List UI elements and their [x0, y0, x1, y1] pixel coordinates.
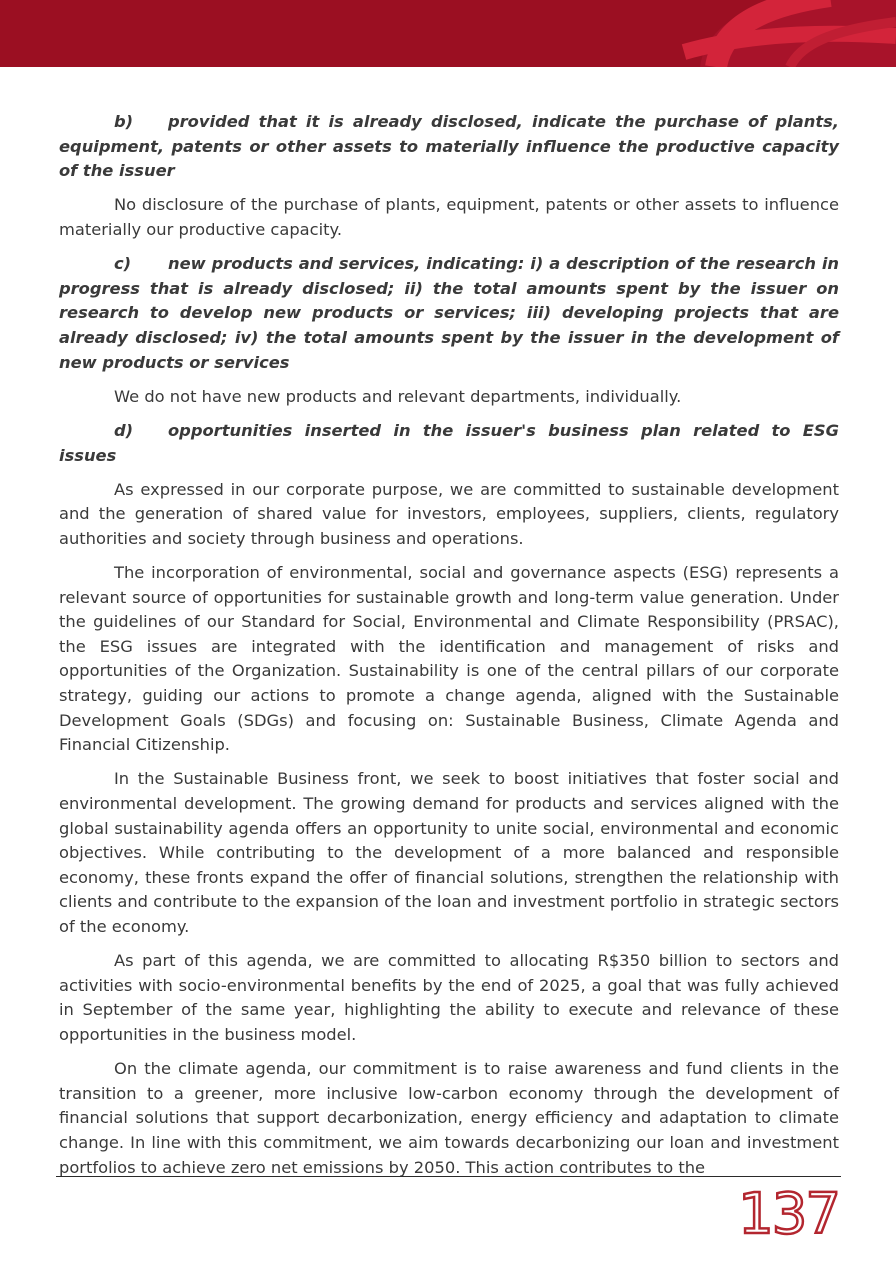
section-d-paragraph-2: The incorporation of environmental, social and governance aspects (ESG) represents a relevant source of opportunities for sustainable growth and long-term value generation. Under the guidelines of our Standard for Social, Environmental and Climate Responsibility (PRSAC), the ESG issues are integrated with the identification and management of risks and opportunities of the Organization. Sustainability is one of the central pillars of our corporate strategy, guiding our actions to promote a change agenda, aligned with the Sustainable Development Goals (SDGs) and focusing on: Sustainable Business, Climate Agenda and Financial Citizenship.	[59, 563, 839, 755]
section-c-heading-text: new products and services, indicating: i) a description of the research in progress that is already disclosed; ii) the total amounts spent by the issuer on research to develop new products or services; iii) developing projects that are already disclosed; iv) the total amounts spent by the issuer in the development of new products or services	[59, 254, 839, 372]
section-d-paragraph-4: As part of this agenda, we are committed to allocating R$350 billion to sectors and activities with socio-environmental benefits by the end of 2025, a goal that was fully achieved in September of the same year, highlighting the ability to execute and relevance of these opportunities in the business model.	[59, 951, 839, 1044]
section-b-label: b)	[114, 112, 134, 131]
brand-swoosh-icon	[0, 0, 896, 67]
section-d-heading	[59, 419, 839, 468]
section-b-heading-text: provided that it is already disclosed, indicate the purchase of plants, equipment, patents or other assets to materially influence the productive capacity of the issuer	[59, 112, 839, 181]
section-d-paragraph-5: On the climate agenda, our commitment is to raise awareness and fund clients in the transition to a greener, more inclusive low-carbon economy through the development of financial solutions that support decarbonization, energy efficiency and adaptation to climate change. In line with this commitment, we aim towards decarbonizing our loan and investment portfolios to achieve zero net emissions by 2050. This action contributes to the	[59, 1059, 839, 1177]
section-b-body: No disclosure of the purchase of plants, equipment, patents or other assets to influence materially our productive capacity.	[59, 195, 839, 239]
section-d-heading-text: opportunities inserted in the issuer's business plan related to ESG issues	[59, 420, 839, 465]
header-banner	[0, 0, 896, 67]
document-body	[59, 110, 839, 1190]
section-b-heading	[59, 110, 839, 184]
section-c-label: c)	[114, 254, 132, 274]
section-c-heading	[59, 252, 839, 375]
footer-divider	[56, 1176, 841, 1177]
page-number: 137	[738, 1182, 839, 1247]
section-d-label: d)	[114, 420, 134, 440]
section-d-paragraph-1: As expressed in our corporate purpose, we are committed to sustainable development and the generation of shared value for investors, employees, suppliers, clients, regulatory authorities and society through business and operations.	[59, 479, 839, 548]
section-d-paragraph-3: In the Sustainable Business front, we seek to boost initiatives that foster social and environmental development. The growing demand for products and services aligned with the global sustainability agenda offers an opportunity to unite social, environmental and economic objectives. While contributing to the development of a more balanced and responsible economy, these fronts expand the offer of financial solutions, strengthen the relationship with clients and contribute to the expansion of the loan and investment portfolio in strategic sectors of the economy.	[59, 769, 839, 936]
section-c-body: We do not have new products and relevant departments, individually.	[114, 386, 682, 406]
